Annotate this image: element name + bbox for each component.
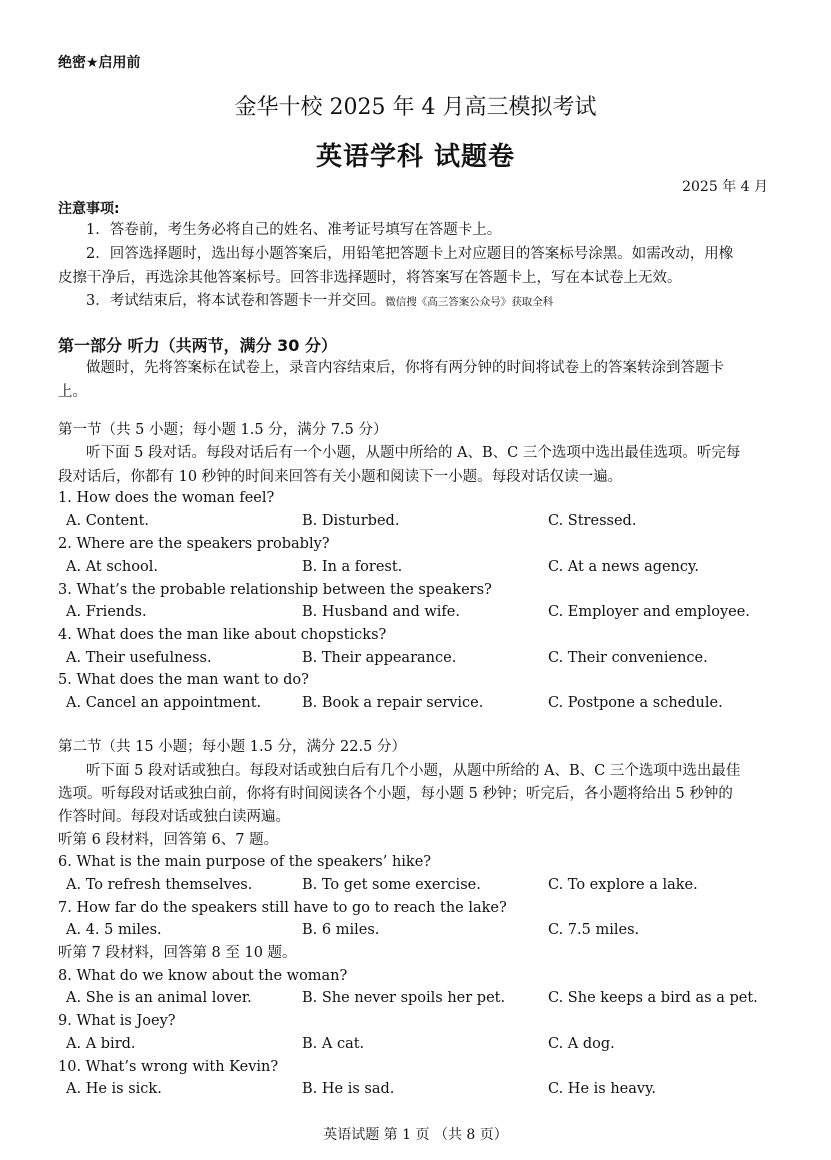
section1-heading: 第一节（共 5 小题；每小题 1.5 分，满分 7.5 分） bbox=[58, 422, 388, 438]
notice-item-2-line2: 皮擦干净后，再选涂其他答案标号。回答非选择题时，将答案写在答题卡上，写在本试卷上无效。 bbox=[58, 270, 682, 286]
question-10: 10. What’s wrong with Kevin? bbox=[58, 1059, 279, 1075]
q10-option-b: B. He is sad. bbox=[302, 1081, 395, 1097]
section2-intro-line3: 作答时间。每段对话或独白读两遍。 bbox=[58, 809, 290, 825]
q4-option-c: C. Their convenience. bbox=[548, 650, 708, 666]
question-4: 4. What does the man like about chopsticks? bbox=[58, 627, 387, 643]
section2-intro-line2: 选项。听每段对话或独白前，你将有时间阅读各个小题，每小题 5 秒钟；听完后，各小题将给出 5 秒钟的 bbox=[58, 786, 733, 802]
paper-title: 英语学科 试题卷 bbox=[315, 142, 516, 172]
q1-option-b: B. Disturbed. bbox=[302, 513, 400, 529]
q7-option-c: C. 7.5 miles. bbox=[548, 922, 640, 938]
confidential-label: 绝密★启用前 bbox=[58, 55, 141, 71]
question-1: 1. How does the woman feel? bbox=[58, 490, 275, 506]
notice-item-1: 1．答卷前，考生务必将自己的姓名、准考证号填写在答题卡上。 bbox=[86, 222, 502, 238]
question-6: 6. What is the main purpose of the speakers’ hike? bbox=[58, 854, 432, 870]
q6-option-b: B. To get some exercise. bbox=[302, 877, 481, 893]
q4-option-b: B. Their appearance. bbox=[302, 650, 457, 666]
section2-heading: 第二节（共 15 小题；每小题 1.5 分，满分 22.5 分） bbox=[58, 739, 406, 755]
material-6-instruction: 听第 6 段材料，回答第 6、7 题。 bbox=[58, 832, 279, 848]
section1-intro-line2: 段对话后，你都有 10 秒钟的时间来回答有关小题和阅读下一小题。每段对话仅读一遍。 bbox=[58, 469, 623, 485]
q3-option-c: C. Employer and employee. bbox=[548, 604, 750, 620]
notice-item-3-text: 3．考试结束后，将本试卷和答题卡一并交回。 bbox=[86, 293, 386, 309]
q9-option-b: B. A cat. bbox=[302, 1036, 365, 1052]
exam-title: 金华十校 2025 年 4 月高三模拟考试 bbox=[234, 95, 597, 120]
q8-option-a: A. She is an animal lover. bbox=[66, 990, 252, 1006]
notice-item-3-note: 微信搜《高三答案公众号》获取全科 bbox=[385, 296, 554, 308]
question-8: 8. What do we know about the woman? bbox=[58, 968, 348, 984]
q7-option-b: B. 6 miles. bbox=[302, 922, 380, 938]
question-7: 7. How far do the speakers still have to go to reach the lake? bbox=[58, 900, 507, 916]
q3-option-b: B. Husband and wife. bbox=[302, 604, 460, 620]
q5-option-a: A. Cancel an appointment. bbox=[66, 695, 262, 711]
q1-option-c: C. Stressed. bbox=[548, 513, 637, 529]
exam-date: 2025 年 4 月 bbox=[682, 179, 768, 195]
notice-item-3 bbox=[86, 289, 553, 314]
q5-option-c: C. Postpone a schedule. bbox=[548, 695, 723, 711]
section2-intro-line1: 听下面 5 段对话或独白。每段对话或独白后有几个小题，从题中所给的 A、B、C 三个选项中选出最佳 bbox=[86, 763, 741, 779]
material-7-instruction: 听第 7 段材料，回答第 8 至 10 题。 bbox=[58, 945, 297, 961]
q7-option-a: A. 4. 5 miles. bbox=[66, 922, 162, 938]
q9-option-a: A. A bird. bbox=[66, 1036, 136, 1052]
q8-option-c: C. She keeps a bird as a pet. bbox=[548, 990, 758, 1006]
part1-intro-line2: 上。 bbox=[58, 384, 87, 400]
q2-option-b: B. In a forest. bbox=[302, 559, 403, 575]
q5-option-b: B. Book a repair service. bbox=[302, 695, 484, 711]
q8-option-b: B. She never spoils her pet. bbox=[302, 990, 506, 1006]
q4-option-a: A. Their usefulness. bbox=[66, 650, 212, 666]
q2-option-c: C. At a news agency. bbox=[548, 559, 699, 575]
q6-option-c: C. To explore a lake. bbox=[548, 877, 698, 893]
question-9: 9. What is Joey? bbox=[58, 1013, 176, 1029]
part1-heading: 第一部分 听力（共两节，满分 30 分） bbox=[58, 336, 337, 355]
q2-option-a: A. At school. bbox=[66, 559, 158, 575]
question-2: 2. Where are the speakers probably? bbox=[58, 536, 330, 552]
q1-option-a: A. Content. bbox=[66, 513, 150, 529]
q6-option-a: A. To refresh themselves. bbox=[66, 877, 253, 893]
question-5: 5. What does the man want to do? bbox=[58, 672, 309, 688]
q10-option-a: A. He is sick. bbox=[66, 1081, 162, 1097]
question-3: 3. What’s the probable relationship between the speakers? bbox=[58, 582, 492, 598]
section1-intro-line1: 听下面 5 段对话。每段对话后有一个小题，从题中所给的 A、B、C 三个选项中选出最佳选项。听完每 bbox=[86, 445, 741, 461]
q3-option-a: A. Friends. bbox=[66, 604, 147, 620]
part1-intro-line1: 做题时，先将答案标在试卷上，录音内容结束后，你将有两分钟的时间将试卷上的答案转涂到答题卡 bbox=[86, 360, 724, 376]
notice-item-2-line1: 2．回答选择题时，选出每小题答案后，用铅笔把答题卡上对应题目的答案标号涂黑。如需改动，用橡 bbox=[86, 246, 734, 262]
notice-heading: 注意事项: bbox=[58, 201, 120, 217]
q9-option-c: C. A dog. bbox=[548, 1036, 615, 1052]
page-footer: 英语试题 第 1 页 （共 8 页） bbox=[323, 1127, 508, 1143]
q10-option-c: C. He is heavy. bbox=[548, 1081, 656, 1097]
